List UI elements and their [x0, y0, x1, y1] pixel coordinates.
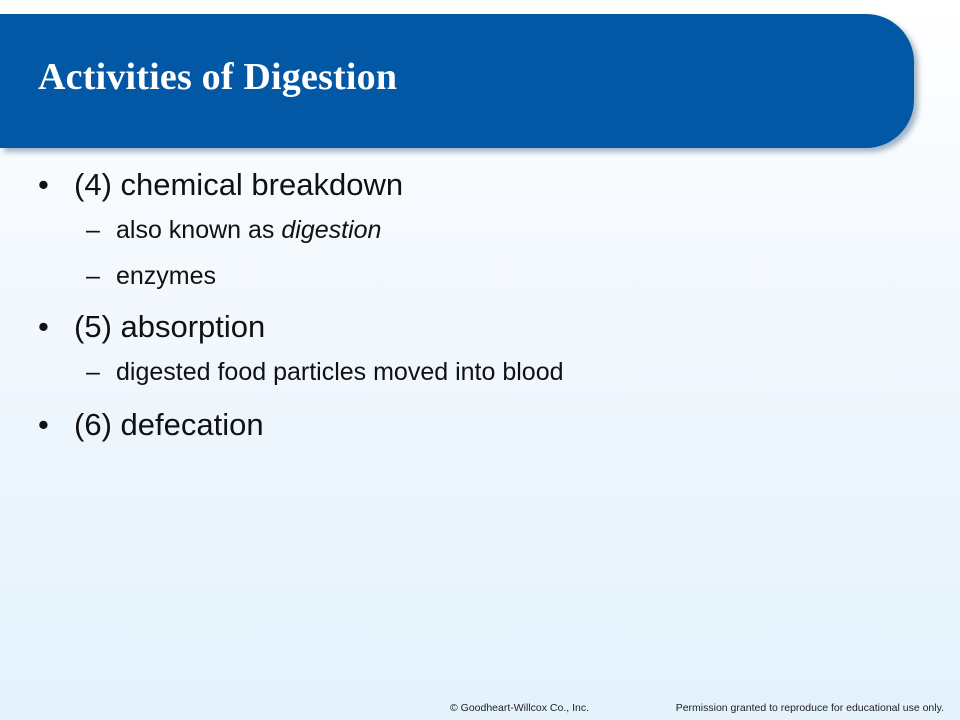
bullet-item — [34, 403, 914, 447]
footer-copyright: © Goodheart-Willcox Co., Inc. — [450, 702, 590, 714]
footer-permission: Permission granted to reproduce for educational use only. — [675, 702, 944, 714]
sub-bullet-item — [34, 349, 914, 395]
bullet-text: (6) defecation — [74, 407, 264, 442]
slide-title: Activities of Digestion — [38, 56, 398, 98]
sub-bullet-marker: – — [86, 358, 100, 386]
sub-bullet-marker: – — [86, 216, 100, 244]
bullet-item — [34, 163, 914, 207]
bullet-list — [34, 163, 914, 447]
bullet-marker: • — [38, 407, 49, 442]
sub-bullet-item — [34, 253, 914, 299]
sub-bullet-emphasis: digestion — [281, 216, 382, 244]
sub-bullet-text: digested food particles moved into blood — [116, 358, 564, 386]
sub-bullet-text: enzymes — [116, 262, 217, 290]
sub-bullet-text: also known as — [116, 216, 282, 244]
sub-bullet-item — [34, 207, 914, 253]
bullet-text: (5) absorption — [74, 309, 266, 344]
bullet-item — [34, 305, 914, 349]
bullet-marker: • — [38, 309, 49, 344]
sub-bullet-marker: – — [86, 262, 100, 290]
bullet-marker: • — [38, 167, 49, 202]
bullet-text: (4) chemical breakdown — [74, 167, 404, 202]
